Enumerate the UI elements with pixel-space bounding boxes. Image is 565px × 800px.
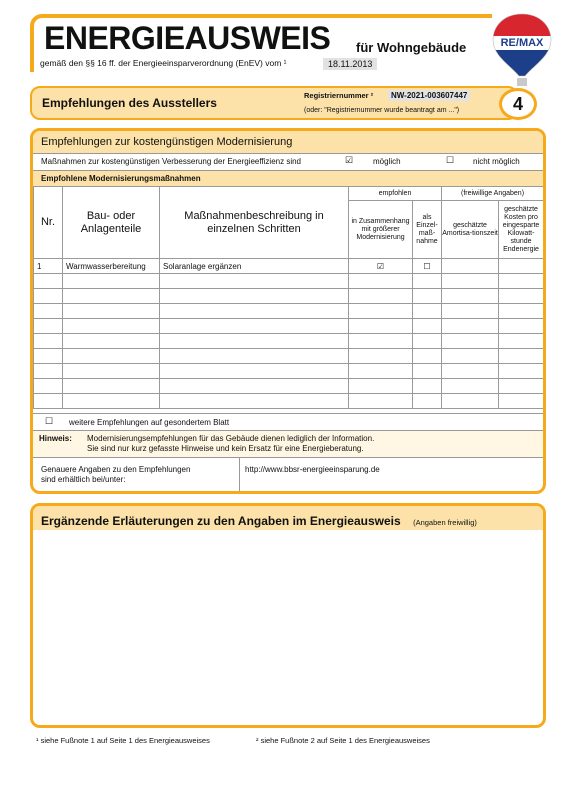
cell-amortization[interactable] <box>442 319 499 334</box>
page-number-badge: 4 <box>499 88 537 120</box>
modernization-box <box>30 128 546 494</box>
note-text <box>87 434 374 454</box>
cell-in-context-checkbox[interactable] <box>349 274 413 289</box>
cell-single-checkbox[interactable] <box>413 349 442 364</box>
cell-costs[interactable] <box>499 319 544 334</box>
details-url-link[interactable]: http://www.bbsr-energieeinsparung.de <box>245 465 380 474</box>
cell-costs[interactable] <box>499 289 544 304</box>
cell-costs[interactable] <box>499 364 544 379</box>
note-line-1: Modernisierungsempfehlungen für das Gebäude dienen lediglich der Information. <box>87 434 375 443</box>
document-title: ENERGIEAUSWEIS <box>44 20 331 56</box>
footnote-2: ² siehe Fußnote 2 auf Seite 1 des Energieausweises <box>256 736 430 745</box>
table-row <box>34 334 544 349</box>
cell-component[interactable]: Warmwasserbereitung <box>63 259 160 274</box>
col-costs: geschätzte Kosten pro eingesparte Kilowatt-stunde Endenergie <box>499 201 544 259</box>
registration-label: Registriernummer ² <box>304 91 374 100</box>
document-subtitle: für Wohngebäude <box>356 40 467 55</box>
table-row <box>34 349 544 364</box>
modernization-title: Empfehlungen zur kostengünstigen Modernisierung <box>33 131 543 153</box>
table-row <box>34 319 544 334</box>
possible-label: möglich <box>373 157 401 166</box>
not-possible-label: nicht möglich <box>473 157 520 166</box>
cell-amortization[interactable] <box>442 274 499 289</box>
cell-description[interactable] <box>160 289 349 304</box>
measures-table <box>33 186 544 409</box>
logo-text: RE/MAX <box>500 37 544 49</box>
cell-single-checkbox[interactable] <box>413 394 442 409</box>
note-line-2: Sie sind nur kurz gefasste Hinweise und kein Ersatz für eine Energieberatung. <box>87 444 364 453</box>
cell-nr[interactable] <box>34 379 63 394</box>
col-single: als Einzel-maß-nahme <box>413 201 442 259</box>
section-band <box>30 86 518 120</box>
supplementary-title: Ergänzende Erläuterungen zu den Angaben im Energieausweis <box>41 514 401 528</box>
cell-in-context-checkbox[interactable] <box>349 304 413 319</box>
section-title: Empfehlungen des Ausstellers <box>42 96 217 110</box>
details-label-line-1: Genauere Angaben zu den Empfehlungen <box>41 465 191 474</box>
cell-in-context-checkbox[interactable] <box>349 379 413 394</box>
cell-amortization[interactable] <box>442 304 499 319</box>
col-nr: Nr. <box>34 187 63 259</box>
cell-component[interactable] <box>63 289 160 304</box>
col-recommended: empfohlen <box>349 187 442 201</box>
cell-in-context-checkbox[interactable] <box>349 364 413 379</box>
cell-description[interactable] <box>160 319 349 334</box>
cell-costs[interactable] <box>499 349 544 364</box>
cell-in-context-checkbox[interactable] <box>349 319 413 334</box>
cell-amortization[interactable] <box>442 394 499 409</box>
cell-amortization[interactable] <box>442 349 499 364</box>
cell-nr[interactable] <box>34 364 63 379</box>
cell-component[interactable] <box>63 364 160 379</box>
recommended-title: Empfohlene Modernisierungsmaßnahmen <box>33 170 543 186</box>
cell-costs[interactable] <box>499 394 544 409</box>
cell-in-context-checkbox[interactable] <box>349 349 413 364</box>
cell-single-checkbox[interactable] <box>413 319 442 334</box>
note-row <box>33 430 543 457</box>
cell-costs[interactable] <box>499 304 544 319</box>
cell-single-checkbox[interactable] <box>413 304 442 319</box>
registration-note: (oder: "Registriernummer wurde beantragt am ...") <box>304 107 460 114</box>
cell-costs[interactable] <box>499 259 544 274</box>
table-row <box>34 289 544 304</box>
cell-description[interactable] <box>160 379 349 394</box>
cell-description[interactable] <box>160 274 349 289</box>
possible-checkbox[interactable]: ☑ <box>345 155 354 165</box>
cell-nr[interactable] <box>34 289 63 304</box>
measures-row <box>33 153 543 170</box>
not-possible-checkbox[interactable]: ☐ <box>446 155 455 165</box>
cell-component[interactable] <box>63 304 160 319</box>
cell-single-checkbox[interactable] <box>413 379 442 394</box>
regulation-date: 18.11.2013 <box>323 58 377 70</box>
cell-costs[interactable] <box>499 274 544 289</box>
cell-description[interactable] <box>160 304 349 319</box>
supplementary-subtitle: (Angaben freiwillig) <box>413 518 477 527</box>
cell-amortization[interactable] <box>442 334 499 349</box>
cell-description[interactable]: Solaranlage ergänzen <box>160 259 349 274</box>
details-label <box>41 465 190 485</box>
cell-component[interactable] <box>63 334 160 349</box>
cell-single-checkbox[interactable] <box>413 274 442 289</box>
cell-single-checkbox[interactable]: ☐ <box>413 259 442 274</box>
legal-reference: gemäß den §§ 16 ff. der Energieeinsparverordnung (EnEV) vom ¹ <box>40 58 287 68</box>
measures-label: Maßnahmen zur kostengünstigen Verbesserung der Energieeffizienz sind <box>41 157 302 166</box>
cell-nr[interactable] <box>34 349 63 364</box>
cell-nr[interactable] <box>34 394 63 409</box>
cell-in-context-checkbox[interactable]: ☑ <box>349 259 413 274</box>
table-row <box>34 304 544 319</box>
remax-balloon-logo <box>491 12 553 90</box>
table-row <box>34 394 544 409</box>
cell-nr[interactable] <box>34 319 63 334</box>
cell-costs[interactable] <box>499 334 544 349</box>
table-row <box>34 259 544 274</box>
cell-single-checkbox[interactable] <box>413 334 442 349</box>
registration-number: NW-2021-003607447 <box>388 90 470 101</box>
cell-description[interactable] <box>160 394 349 409</box>
cell-description[interactable] <box>160 364 349 379</box>
supplementary-header <box>33 506 543 530</box>
col-amortization: geschätzte Amortisa-tionszeit <box>442 201 499 259</box>
document-header <box>30 14 492 72</box>
col-in-context: in Zusammenhang mit größerer Modernisierung <box>349 201 413 259</box>
cell-amortization[interactable] <box>442 379 499 394</box>
cell-single-checkbox[interactable] <box>413 289 442 304</box>
cell-nr[interactable] <box>34 334 63 349</box>
cell-component[interactable] <box>63 349 160 364</box>
cell-component[interactable] <box>63 394 160 409</box>
table-row <box>34 274 544 289</box>
details-label-line-2: sind erhältlich bei/unter: <box>41 475 126 484</box>
details-divider <box>239 458 240 494</box>
cell-description[interactable] <box>160 334 349 349</box>
cell-costs[interactable] <box>499 379 544 394</box>
cell-in-context-checkbox[interactable] <box>349 394 413 409</box>
col-description: Maßnahmenbeschreibung in einzelnen Schritten <box>160 187 349 259</box>
table-row <box>34 379 544 394</box>
further-recommendations-label: weitere Empfehlungen auf gesondertem Blatt <box>69 418 230 427</box>
cell-amortization[interactable] <box>442 364 499 379</box>
cell-in-context-checkbox[interactable] <box>349 334 413 349</box>
col-voluntary: (freiwillige Angaben) <box>442 187 544 201</box>
table-row <box>34 364 544 379</box>
further-recommendations-row <box>33 413 543 430</box>
cell-nr[interactable]: 1 <box>34 259 63 274</box>
col-component: Bau- oder Anlagenteile <box>63 187 160 259</box>
cell-in-context-checkbox[interactable] <box>349 289 413 304</box>
further-recommendations-checkbox[interactable]: ☐ <box>45 416 54 426</box>
cell-nr[interactable] <box>34 274 63 289</box>
cell-amortization[interactable] <box>442 289 499 304</box>
footnote-1: ¹ siehe Fußnote 1 auf Seite 1 des Energieausweises <box>36 736 210 745</box>
cell-single-checkbox[interactable] <box>413 364 442 379</box>
cell-description[interactable] <box>160 349 349 364</box>
cell-component[interactable] <box>63 379 160 394</box>
details-row <box>33 457 543 494</box>
cell-amortization[interactable] <box>442 259 499 274</box>
supplementary-box <box>30 503 546 728</box>
note-label: Hinweis: <box>39 434 72 443</box>
cell-nr[interactable] <box>34 304 63 319</box>
cell-component[interactable] <box>63 274 160 289</box>
cell-component[interactable] <box>63 319 160 334</box>
